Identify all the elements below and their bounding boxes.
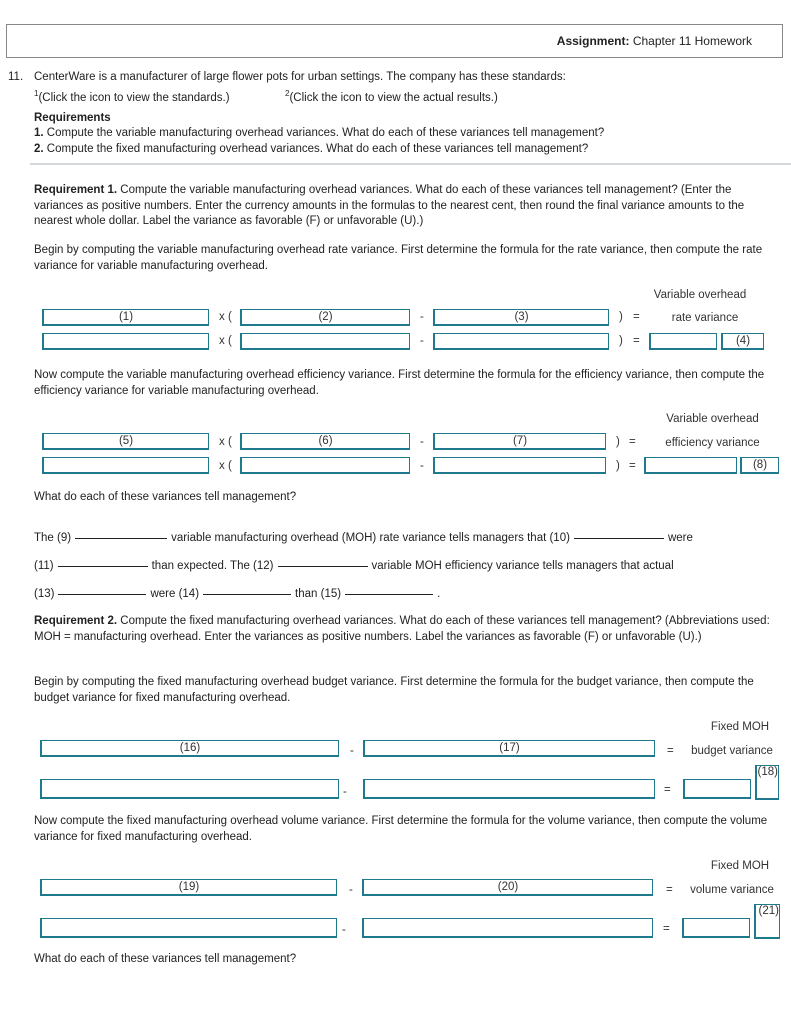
blank-13-select[interactable] [58, 593, 146, 595]
eff-result-label-1: Variable overhead [666, 413, 759, 425]
equals-operator: = [629, 460, 636, 472]
requirement-1-instructions: Requirement 1. Compute the variable manufacturing overhead variances. What do each of these variances tell management? (Enter the variances as positive numbers. Enter the currency amounts in the formulas to the nearest cent, then round the final variance amounts to the nearest whole dollar. Label the variance as favorable (F) or unfavorable (U).) [34, 184, 745, 227]
blank-14-select[interactable] [203, 593, 291, 595]
budget-variance-label-select[interactable]: (18) [755, 765, 779, 800]
minus-operator: - [420, 460, 424, 472]
rate-variance-amount-input[interactable] [649, 333, 717, 350]
eff-formula-box-6[interactable]: (6) [240, 433, 410, 450]
eff-formula-box-5[interactable]: (5) [42, 433, 209, 450]
requirement-1-summary: 1. Compute the variable manufacturing overhead variances. What do each of these variances tell management? [34, 127, 605, 139]
equals-operator: = [664, 784, 671, 796]
minus-operator: - [350, 745, 354, 757]
rate-result-label-1: Variable overhead [653, 289, 747, 301]
eff-input-1[interactable] [42, 457, 209, 474]
rate-input-3[interactable] [433, 333, 609, 350]
budget-label-2: budget variance [691, 745, 773, 757]
close-paren: ) [616, 436, 620, 448]
requirement-2-instructions: Requirement 2. Compute the fixed manufacturing overhead variances. What do each of these variances tell management? (Abbreviations used: MOH = manufacturing overhead. Enter the variances as positive numbers. Label the variances as favorable (F) or unfavorable (U).) [34, 615, 770, 643]
times-operator: x ( [219, 311, 232, 323]
rate-formula-box-2[interactable]: (2) [240, 309, 410, 326]
rate-variance-label-select[interactable]: (4) [721, 333, 764, 350]
close-paren: ) [619, 311, 623, 323]
minus-operator: - [349, 884, 353, 896]
eff-variance-label-select[interactable]: (8) [740, 457, 779, 474]
times-operator: x ( [219, 335, 232, 347]
assignment-title: Assignment: Chapter 11 Homework [556, 34, 752, 48]
eff-result-label-2: efficiency variance [665, 437, 760, 449]
volume-label-2: volume variance [690, 884, 774, 896]
blank-12-select[interactable] [278, 565, 368, 567]
eff-input-2[interactable] [240, 457, 410, 474]
minus-operator: - [420, 335, 424, 347]
close-paren: ) [616, 460, 620, 472]
question-intro: CenterWare is a manufacturer of large flower pots for urban settings. The company has these standards: [34, 71, 566, 83]
volume-variance-amount-input[interactable] [682, 918, 750, 938]
rate-result-label-2: rate variance [671, 312, 739, 324]
eff-formula-box-7[interactable]: (7) [433, 433, 606, 450]
eff-input-3[interactable] [433, 457, 606, 474]
standards-link[interactable]: $^1$(Click the icon to view the standards.) [34, 89, 230, 104]
management-question-2: What do each of these variances tell management? [34, 953, 297, 965]
budget-label-1: Fixed MOH [710, 721, 770, 733]
blank-11-select[interactable] [58, 565, 148, 567]
minus-operator: - [343, 786, 347, 798]
volume-variance-intro: Now compute the fixed manufacturing overhead volume variance. First determine the formula for the volume variance, then compute the volume variance for fixed manufacturing overhead. [34, 815, 768, 843]
assignment-header [6, 24, 783, 58]
minus-operator: - [420, 436, 424, 448]
blank-15-select[interactable] [345, 593, 433, 595]
minus-operator: - [420, 311, 424, 323]
rate-variance-intro: Begin by computing the variable manufacturing overhead rate variance. First determine the formula for the rate variance, then compute the rate variance for variable manufacturing overhead. [34, 244, 763, 272]
budget-variance-intro: Begin by computing the fixed manufacturing overhead budget variance. First determine the formula for the budget variance, then compute the budget variance for fixed manufacturing overhead. [34, 676, 754, 704]
volume-formula-box-20[interactable]: (20) [362, 879, 653, 896]
budget-variance-amount-input[interactable] [683, 779, 751, 799]
interpretation-line-3: (13) were (14) than (15) . [34, 588, 441, 600]
equals-operator: = [633, 311, 640, 323]
section-divider [30, 163, 791, 165]
requirements-title: Requirements [34, 112, 111, 124]
equals-operator: = [666, 884, 673, 896]
efficiency-variance-intro: Now compute the variable manufacturing overhead efficiency variance. First determine the formula for the efficiency variance, then compute the efficiency variance for variable manufacturing overhead. [34, 369, 765, 397]
eff-variance-amount-input[interactable] [644, 457, 737, 474]
budget-input-1[interactable] [40, 779, 339, 799]
management-question-1: What do each of these variances tell management? [34, 491, 297, 503]
times-operator: x ( [219, 436, 232, 448]
blank-9-select[interactable] [75, 537, 167, 539]
volume-input-1[interactable] [40, 918, 337, 938]
rate-input-2[interactable] [240, 333, 410, 350]
equals-operator: = [663, 923, 670, 935]
rate-input-1[interactable] [42, 333, 209, 350]
question-number: 11. [8, 71, 24, 83]
equals-operator: = [633, 335, 640, 347]
interpretation-line-1: The (9) variable manufacturing overhead (MOH) rate variance tells managers that (10) were [34, 532, 693, 544]
rate-formula-box-3[interactable]: (3) [433, 309, 609, 326]
interpretation-line-2: (11) than expected. The (12) variable MOH efficiency variance tells managers that actual [34, 560, 674, 572]
volume-formula-box-19[interactable]: (19) [40, 879, 337, 896]
equals-operator: = [667, 745, 674, 757]
close-paren: ) [619, 335, 623, 347]
rate-formula-box-1[interactable]: (1) [42, 309, 209, 326]
times-operator: x ( [219, 460, 232, 472]
blank-10-select[interactable] [574, 537, 664, 539]
budget-formula-box-17[interactable]: (17) [363, 740, 655, 757]
budget-formula-box-16[interactable]: (16) [40, 740, 339, 757]
volume-input-2[interactable] [362, 918, 653, 938]
minus-operator: - [342, 924, 346, 936]
volume-label-1: Fixed MOH [710, 860, 770, 872]
actual-results-link[interactable]: $^2$(Click the icon to view the actual results.) [285, 89, 498, 104]
volume-variance-label-select[interactable]: (21) [754, 904, 780, 939]
requirement-2-summary: 2. Compute the fixed manufacturing overhead variances. What do each of these variances tell management? [34, 143, 589, 155]
budget-input-2[interactable] [363, 779, 655, 799]
equals-operator: = [629, 436, 636, 448]
